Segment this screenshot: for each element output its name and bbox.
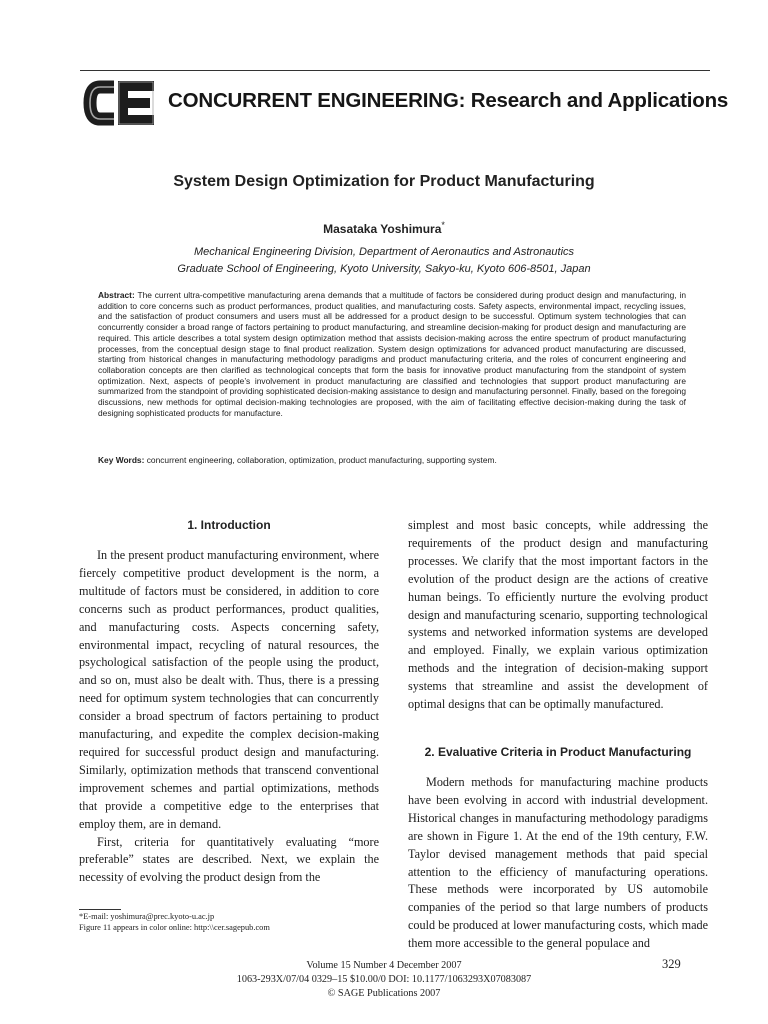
volume-line: Volume 15 Number 4 December 2007 [306,960,462,971]
journal-logo [78,78,158,128]
intro-paragraph-2: First, criteria for quantitatively evaluating “more preferable” states are described. Next, we explain the necessity of evolving the product design from the [79,834,379,885]
author-footnote-mark: * [441,220,445,230]
abstract-text: The current ultra-competitive manufacturing arena demands that a multitude of factors be considered during product design and manufacturing, in addition to core concerns such as product performances, product qualities, and manufacturing costs. Safety aspects, environmental impact, recycling issues, and the satisfaction of product consumers and users must all be addressed for a product design to be successful. Optimum system technologies that can concurrently consider a broad range of factors pertaining to product manufacturing, and streamline decision-making for product design and manufacturing are required. This article describes a total system design optimization method that assists decision-making across the entire spectrum of product manufacturing processes, from the conceptual design stage to final product realization. System design optimizations for advanced product manufacturing are discussed, starting from historical changes in manufacturing methodology paradigms and product manufacturing criteria, and the roles of concurrent engineering and collaboration concepts are then clarified as technological concepts that form the basis for innovative product manufacturing from the standpoint of system optimization. Next, aspects of people’s involvement in product manufacturing are classified and technologies that support product manufacturing are summarized from the standpoint of providing sophisticated decision-making assistance to design and manufacturing personnel. Finally, based on the foregoing discussions, new methods for optimal decision-making technologies are proposed, with the aim of facilitating effective decision-making during the task of designing sophisticated products for manufacture. [98,290,687,418]
intro-paragraph-1: In the present product manufacturing environment, where fiercely competitive product development is the norm, a multitude of factors must be considered, in addition to core concerns such as product performances, product qualities, and manufacturing costs. Aspects concerning safety, environmental impact, recycling of natural resources, the psychological satisfaction of the people using the product, and so on, must also be dealt with. Thus, there is a pressing need for optimum system technologies that can concurrently consider a broad spectrum of factors pertaining to product manufacturing, and expedite the complex decision-making required for successful product design and manufacturing. Similarly, optimization methods that transcend conventional improvement schemes and partial optimizations, methods that provide a competitive edge to the enterprises that employ them, are in demand. [79,548,379,831]
header-rule [80,70,710,71]
author-name [0,220,768,236]
footnote-figure-note: Figure 11 appears in color online: http:\\cer.sagepub.com [79,923,270,932]
abstract [98,290,686,418]
section-2-heading: 2. Evaluative Criteria in Product Manufacturing [424,744,692,759]
doi-line: 1063-293X/07/04 0329–15 $10.00/0 DOI: 10.1177/1063293X07083087 [236,974,532,985]
section-2-paragraph-1: Modern methods for manufacturing machine products have been evolving in accord with industrial development. Historical changes in manufacturing methodology paradigms are shown in Figure 1. At the end of the 19th century, F.W. Taylor devised management methods that paid special attention to the efficiency of manufacturing operations. These methods were incorporated by US automobile companies of the period so that large numbers of products could be produced at lower manufacturing costs, which made them more accessible to the general populace and [408,774,708,951]
paper-title: System Design Optimization for Product Manufacturing [173,173,595,190]
keywords [98,455,698,465]
page-number: 329 [662,957,681,971]
copyright-line: © SAGE Publications 2007 [327,988,441,999]
abstract-label: Abstract: [98,290,135,300]
left-column [79,517,379,887]
affiliation-line-1: Mechanical Engineering Division, Department of Aeronautics and Astronautics [193,246,575,258]
keywords-label: Key Words: [98,455,145,465]
footnote-rule [79,909,121,910]
author-name-text: Masataka Yoshimura [323,222,442,236]
journal-title: CONCURRENT ENGINEERING: Research and Applications [168,89,729,112]
footnote-email: *E-mail: yoshimura@prec.kyoto-u.ac.jp [79,912,215,921]
intro-continuation: simplest and most basic concepts, while addressing the requirements of the product design and manufacturing processes. We clarify that the most important factors in the evolution of the product design are the actions of creative human beings. To efficiently nurture the evolving product design and manufacturing scenario, supporting technological systems and networked information systems are developed and employed. Finally, we explain various optimization methods and the integration of decision-making support systems that streamline and assist the development of optimal designs that can be optimally manufactured. [408,518,708,712]
section-1-heading: 1. Introduction [187,518,271,532]
right-column [408,517,708,953]
keywords-text: concurrent engineering, collaboration, optimization, product manufacturing, supporting system. [146,455,497,465]
affiliation-line-2: Graduate School of Engineering, Kyoto University, Sakyo-ku, Kyoto 606-8501, Japan [177,263,591,275]
